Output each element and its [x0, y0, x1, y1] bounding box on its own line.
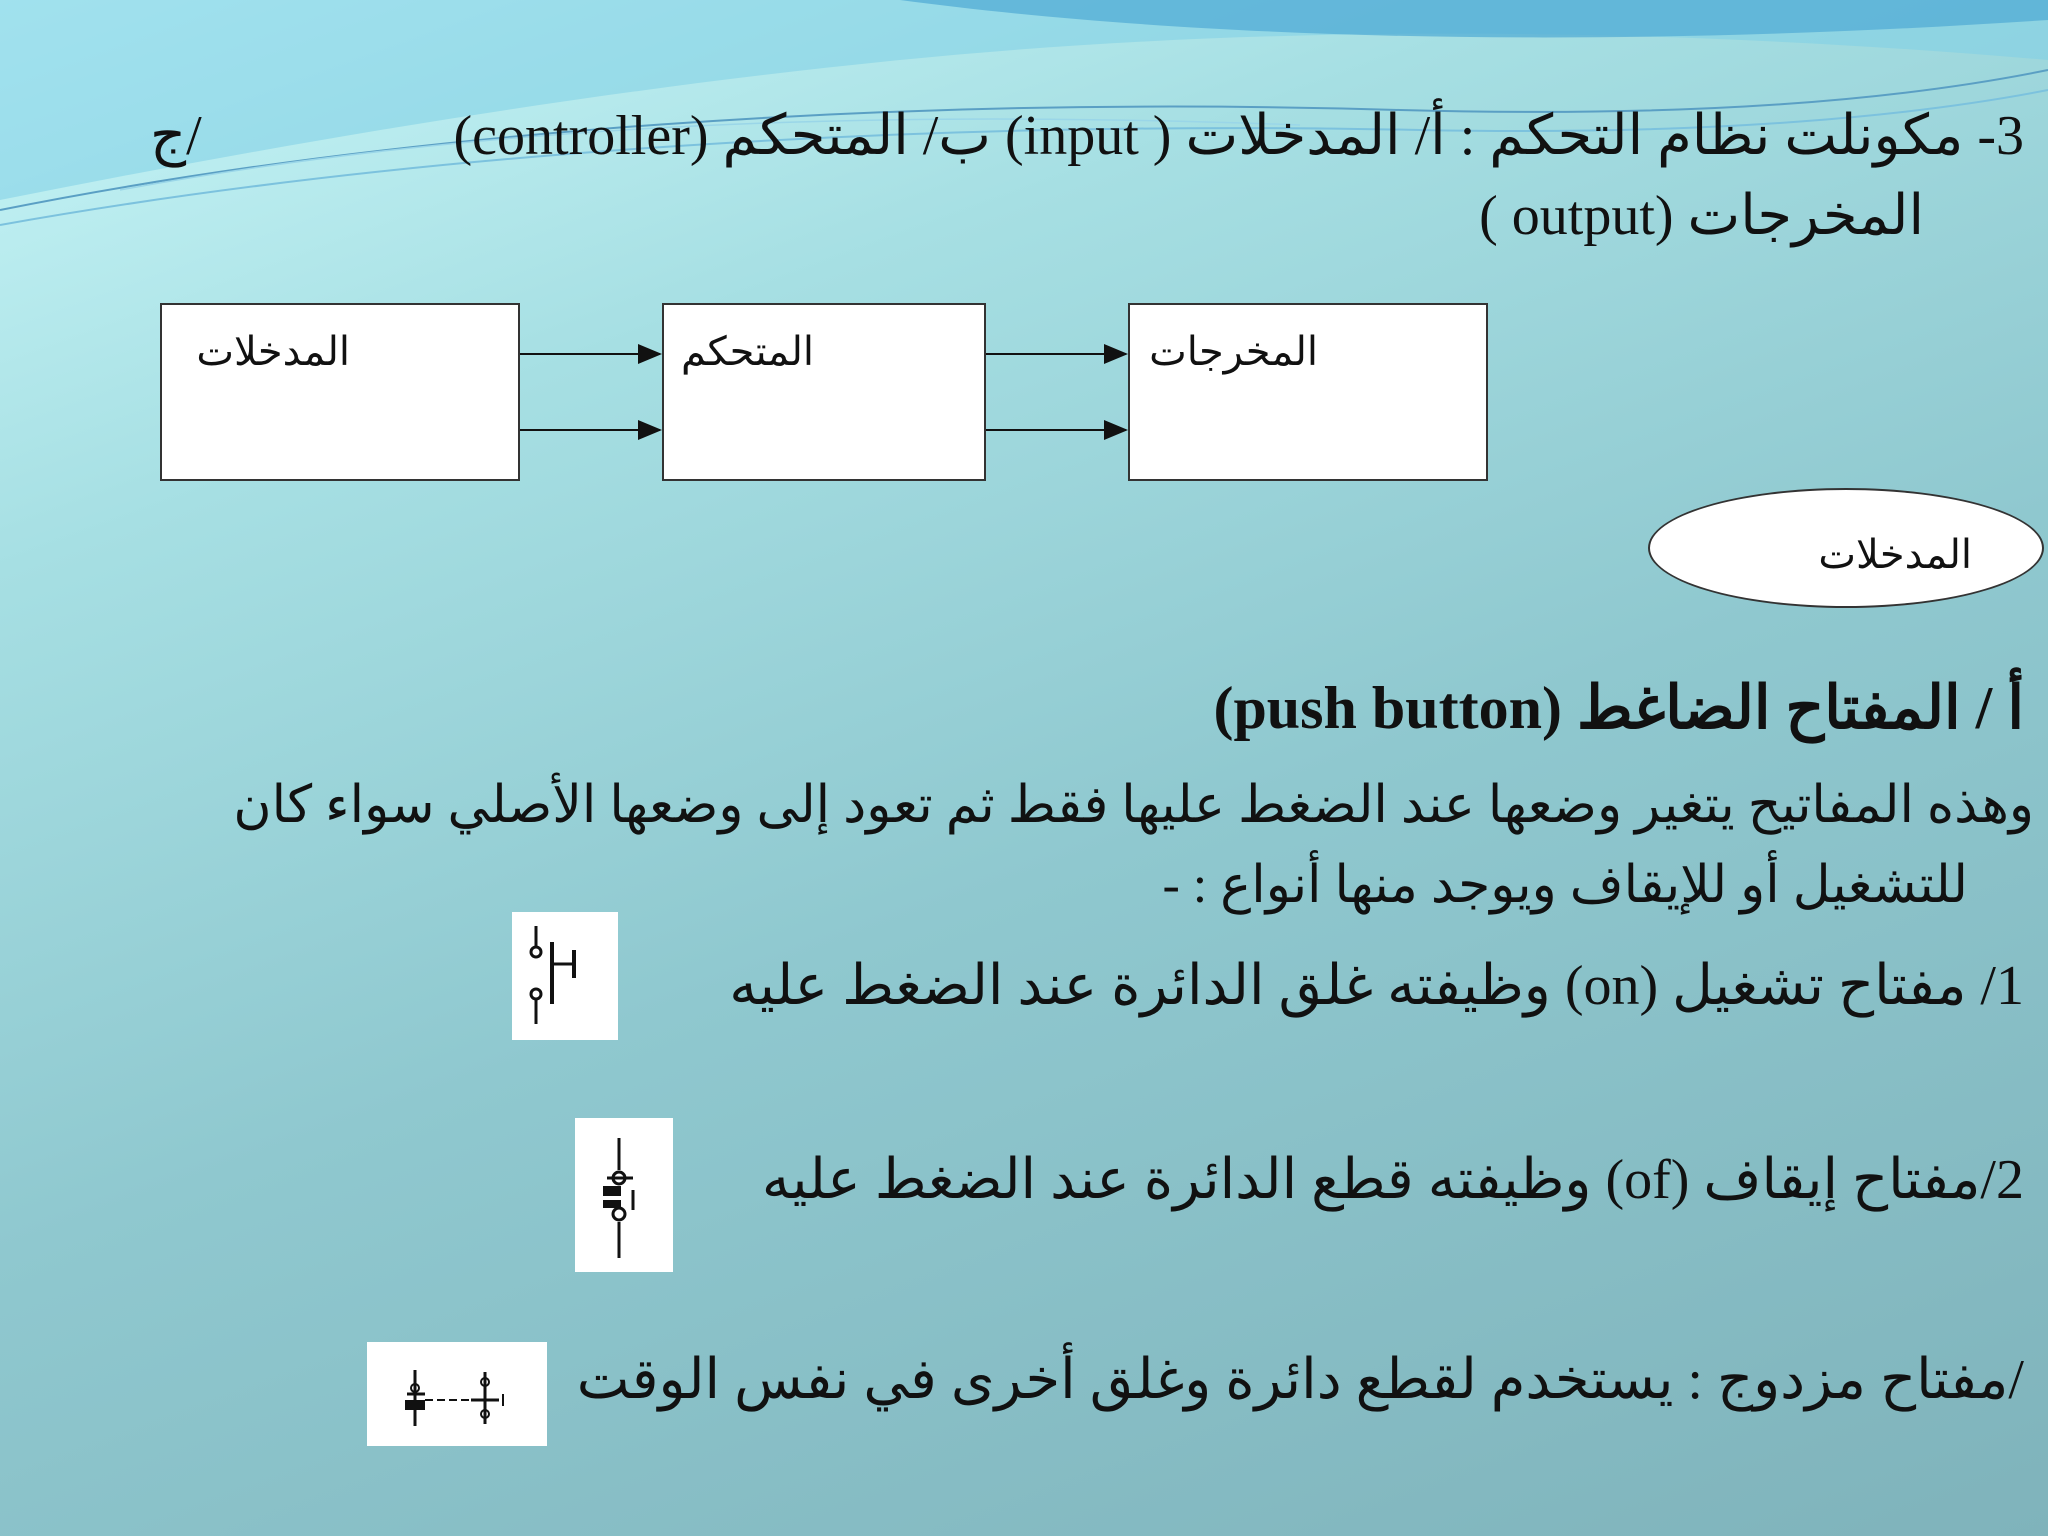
inputs-ellipse-label: المدخلات [1818, 532, 1972, 578]
title-line-1-tail: ج/ [150, 105, 202, 167]
item-double-switch: /مفتاح مزدوج : يستخدم لقطع دائرة وغلق أخرى في نفس الوقت [576, 1349, 2024, 1411]
title-line-1: 3- مكونلت نظام التحكم : أ/ المدخلات ( input) ب/ المتحكم (controller) [453, 105, 2024, 167]
box-controller-label: المتحكم [680, 329, 814, 375]
inputs-ellipse [1648, 488, 2044, 608]
double-switch-icon [367, 1342, 547, 1446]
paragraph-line-2: للتشغيل أو للإيقاف ويوجد منها أنواع : - [1162, 857, 1968, 914]
push-button-on-icon [512, 912, 618, 1040]
paragraph-line-1: وهذه المفاتيح يتغير وضعها عند الضغط عليها فقط ثم تعود إلى وضعها الأصلي سواء كان [233, 777, 2034, 834]
push-button-off-icon [575, 1118, 673, 1272]
title-line-2: المخرجات (output ) [1479, 185, 1924, 247]
item-on-switch: 1/ مفتاح تشغيل (on) وظيفته غلق الدائرة عند الضغط عليه [729, 955, 2024, 1017]
item-off-switch: 2/مفتاح إيقاف (of) وظيفته قطع الدائرة عند الضغط عليه [761, 1149, 2024, 1211]
box-inputs-label: المدخلات [196, 329, 350, 375]
section-heading: أ / المفتاح الضاغط (push button) [1213, 675, 2024, 741]
box-outputs-label: المخرجات [1149, 329, 1318, 375]
